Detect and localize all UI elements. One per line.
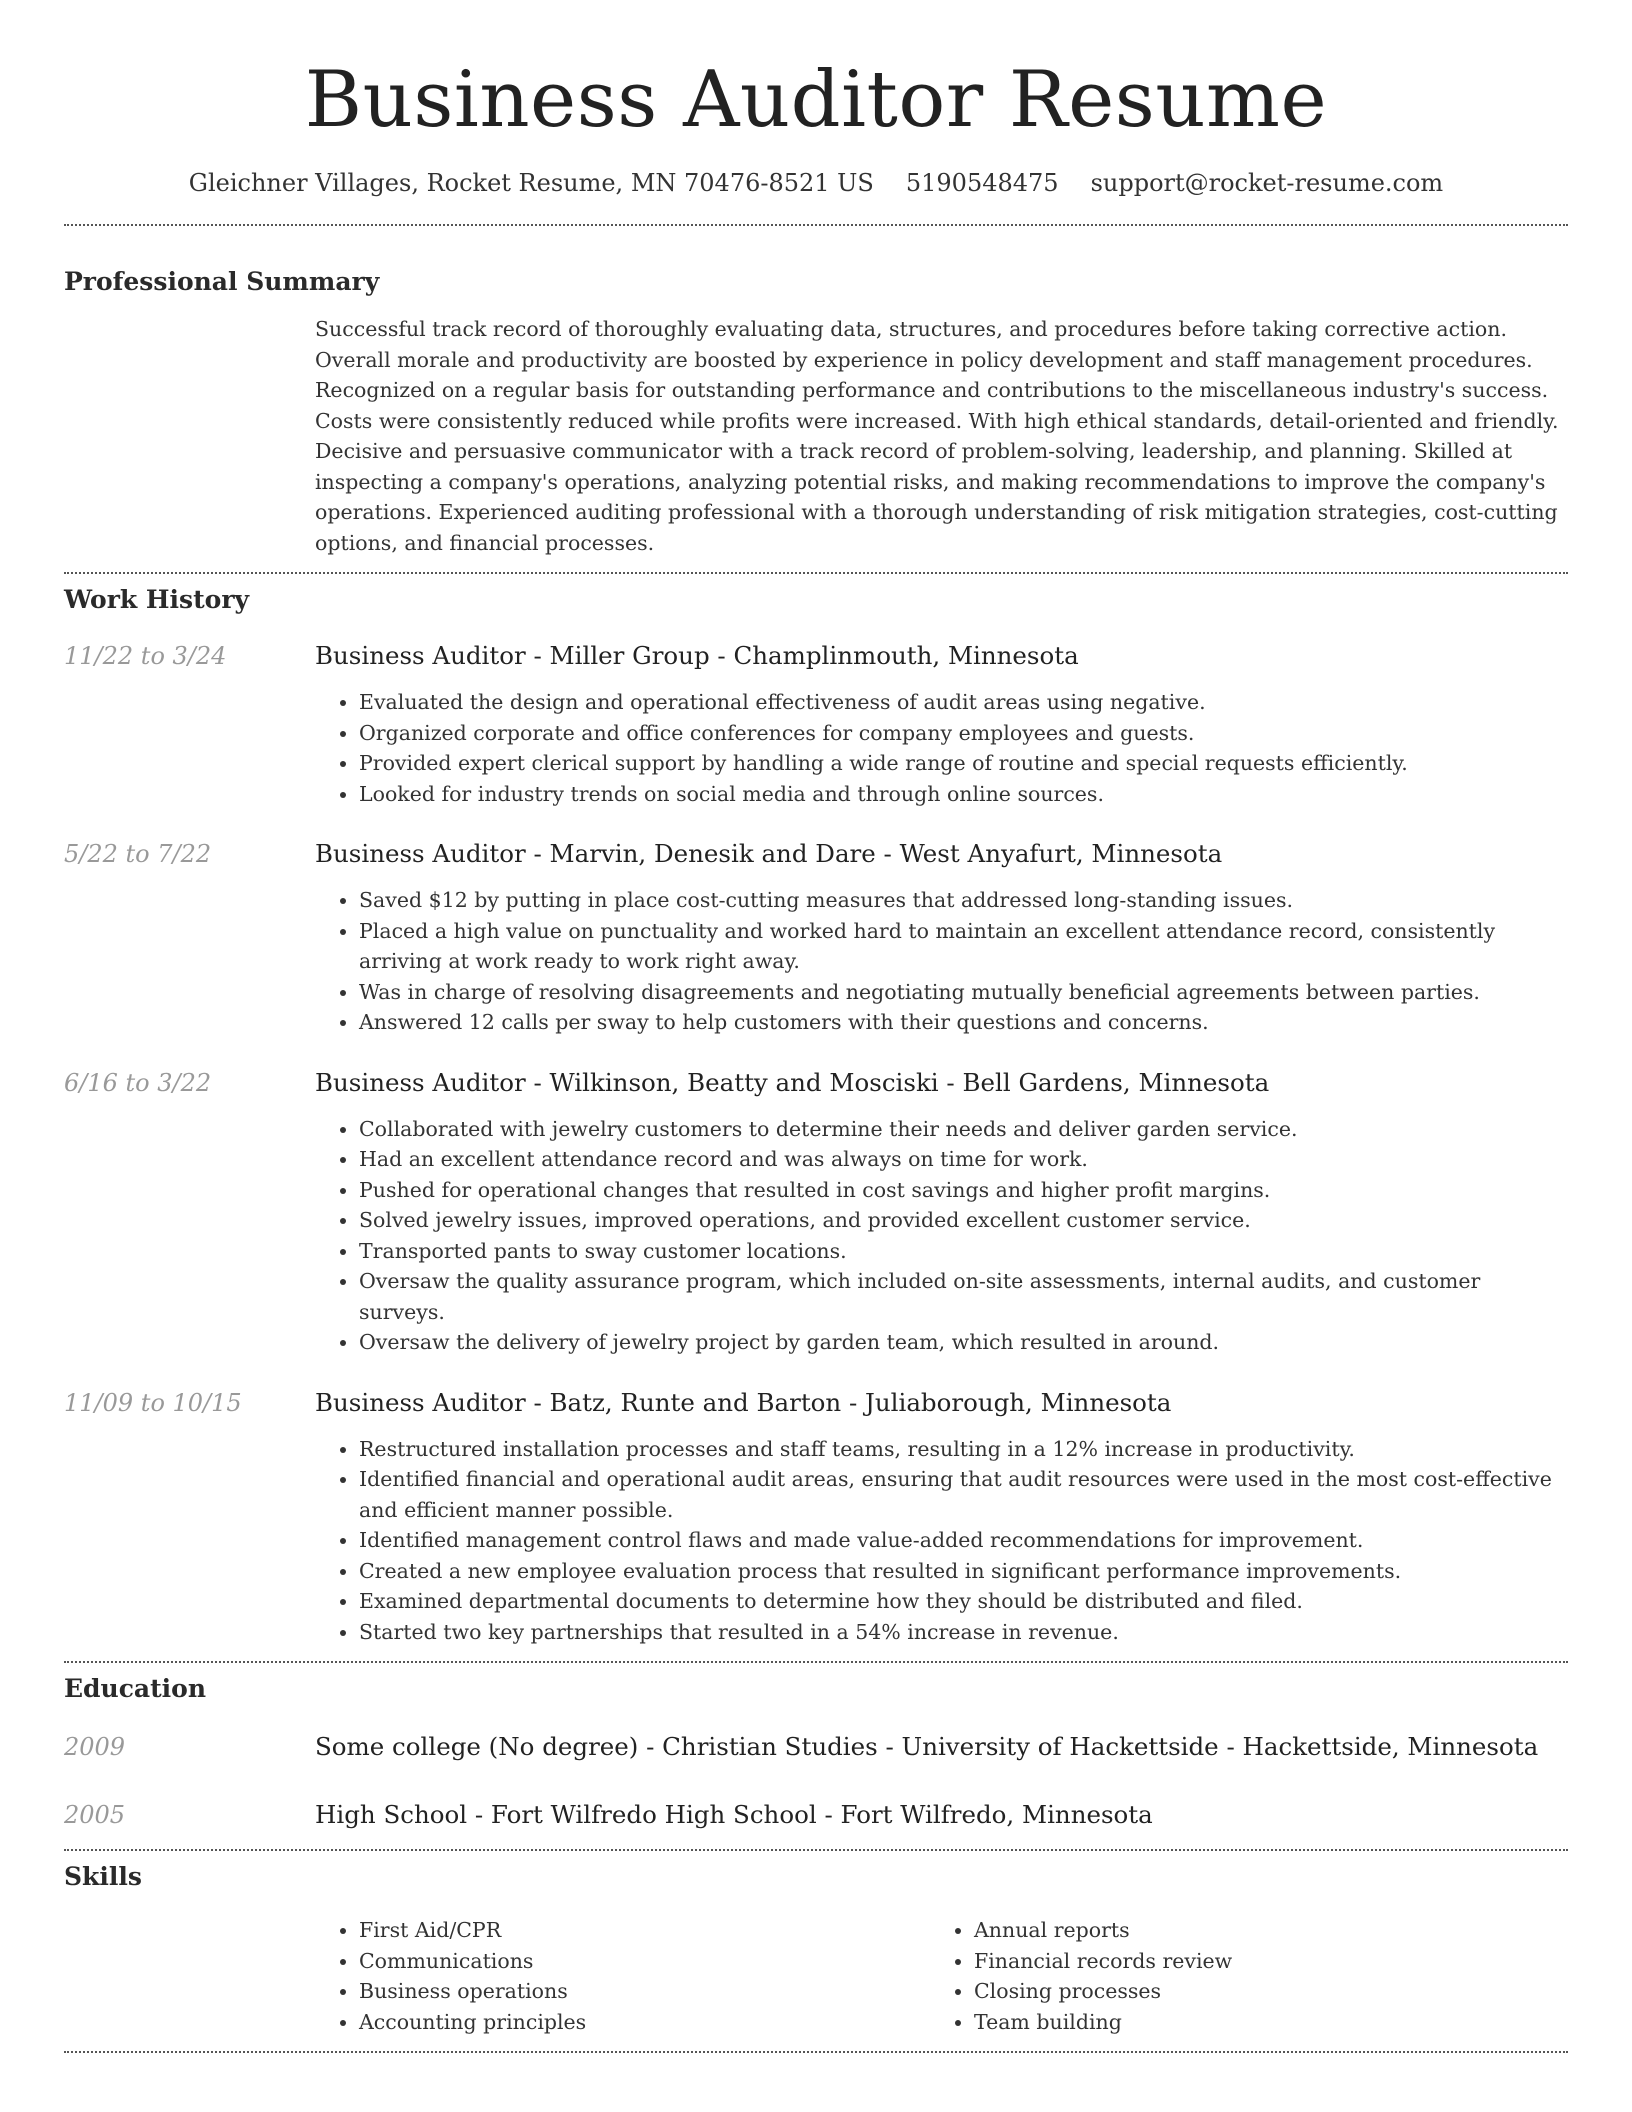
resume-page [64, 0, 1568, 2053]
summary-text: Successful track record of thoroughly evaluating data, structures, and procedures before taking corrective action. Overall morale and productivity are boosted by experience in policy development and staff management procedures. Recognized on a regular basis for outstanding performance and contributions to the miscellaneous industry's success. Costs were consistently reduced while profits were increased. With high ethical standards, detail-oriented and friendly. Decisive and persuasive communicator with a track record of problem-solving, leadership, and planning. Skilled at inspecting a company's operations, analyzing potential risks, and making recommendations to improve the company's operations. Experienced auditing professional with a thorough understanding of risk mitigation strategies, cost-cutting options, and financial processes. [315, 317, 1559, 555]
job-title: Business Auditor - Wilkinson, Beatty and Mosciski - Bell Gardens, Minnesota [315, 1067, 1270, 1097]
list-item: • Restructured installation processes and staff teams, resulting in a 12% increase in productivity. [359, 1434, 1568, 1465]
list-item: • Provided expert clerical support by handling a wide range of routine and special requests efficiently. [359, 748, 1568, 779]
skill-item: • Communications [359, 1946, 930, 1977]
job-dates: 11/22 to 3/24 [64, 642, 227, 670]
skill-item: • Team building [974, 2007, 1545, 2038]
job-entry [64, 1067, 1568, 1358]
skill-item: • Annual reports [974, 1915, 1545, 1946]
section-title-education: Education [64, 1674, 207, 1703]
education-year: 2005 [64, 1801, 126, 1829]
education-title: Some college (No degree) - Christian Studies - University of Hackettside - Hackettside, Minnesota [315, 1732, 1539, 1761]
list-item: • Placed a high value on punctuality and worked hard to maintain an excellent attendance record, consistently arriving at work ready to work right away. [359, 916, 1568, 977]
job-dates: 11/09 to 10/15 [64, 1388, 242, 1417]
skills-column-right [930, 1915, 1545, 2037]
education-entry [64, 1799, 1568, 1831]
divider [64, 1849, 1568, 1851]
list-item: • Identified management control flaws and made value-added recommendations for improvement. [359, 1525, 1568, 1556]
contact-line [64, 168, 1568, 198]
job-bullets [315, 1114, 1568, 1358]
list-item: • Transported pants to sway customer locations. [359, 1236, 1568, 1267]
job-entry [64, 1387, 1568, 1648]
list-item: • Had an excellent attendance record and was always on time for work. [359, 1144, 1568, 1175]
list-item: • Was in charge of resolving disagreements and negotiating mutually beneficial agreements between parties. [359, 977, 1568, 1008]
list-item: • Started two key partnerships that resulted in a 54% increase in revenue. [359, 1617, 1568, 1648]
list-item: • Examined departmental documents to determine how they should be distributed and filed. [359, 1586, 1568, 1617]
contact-address: Gleichner Villages, Rocket Resume, MN 70476-8521 US [188, 169, 874, 197]
skill-item: • Business operations [359, 1976, 930, 2007]
skill-item: • Accounting principles [359, 2007, 930, 2038]
job-bullets [315, 885, 1568, 1038]
list-item: • Answered 12 calls per sway to help customers with their questions and concerns. [359, 1007, 1568, 1038]
job-title: Business Auditor - Marvin, Denesik and Dare - West Anyafurt, Minnesota [315, 839, 1223, 868]
divider [64, 2051, 1568, 2053]
list-item: • Pushed for operational changes that resulted in cost savings and higher profit margins. [359, 1175, 1568, 1206]
education-entry [64, 1731, 1568, 1763]
job-dates: 6/16 to 3/22 [64, 1068, 212, 1097]
job-entry [64, 838, 1568, 1038]
contact-phone: 5190548475 [905, 169, 1059, 197]
list-item: • Looked for industry trends on social media and through online sources. [359, 779, 1568, 810]
list-item: • Saved $12 by putting in place cost-cutting measures that addressed long-standing issues. [359, 885, 1568, 916]
section-title-skills: Skills [64, 1862, 142, 1891]
skills-column-left [315, 1915, 930, 2037]
section-title-summary: Professional Summary [64, 267, 380, 296]
list-item: • Oversaw the delivery of jewelry project by garden team, which resulted in around. [359, 1327, 1568, 1358]
divider [64, 224, 1568, 226]
skills-list [315, 1915, 1568, 2037]
list-item: • Evaluated the design and operational effectiveness of audit areas using negative. [359, 687, 1568, 718]
list-item: • Identified financial and operational audit areas, ensuring that audit resources were used in the most cost-effective and efficient manner possible. [359, 1464, 1568, 1525]
divider [64, 572, 1568, 574]
education-title: High School - Fort Wilfredo High School - Fort Wilfredo, Minnesota [315, 1800, 1153, 1829]
list-item: • Oversaw the quality assurance program, which included on-site assessments, internal audits, and customer surveys. [359, 1266, 1568, 1327]
divider [64, 1661, 1568, 1663]
list-item: • Organized corporate and office conferences for company employees and guests. [359, 718, 1568, 749]
skill-item: • Closing processes [974, 1976, 1545, 2007]
list-item: • Collaborated with jewelry customers to determine their needs and deliver garden service. [359, 1114, 1568, 1145]
contact-email: support@rocket-resume.com [1090, 169, 1444, 197]
skill-item: • Financial records review [974, 1946, 1545, 1977]
list-item: • Solved jewelry issues, improved operations, and provided excellent customer service. [359, 1205, 1568, 1236]
job-dates: 5/22 to 7/22 [64, 840, 212, 868]
skill-item: • First Aid/CPR [359, 1915, 930, 1946]
section-title-work: Work History [64, 585, 250, 614]
summary-content [315, 314, 1568, 558]
job-title: Business Auditor - Miller Group - Champlinmouth, Minnesota [315, 641, 1079, 670]
education-year: 2009 [64, 1733, 126, 1761]
job-entry [64, 640, 1568, 809]
job-bullets [315, 1434, 1568, 1648]
job-title: Business Auditor - Batz, Runte and Barton - Juliaborough, Minnesota [315, 1387, 1172, 1417]
list-item: • Created a new employee evaluation process that resulted in significant performance improvements. [359, 1556, 1568, 1587]
job-bullets [315, 687, 1568, 809]
resume-title: Business Auditor Resume [304, 55, 1328, 145]
